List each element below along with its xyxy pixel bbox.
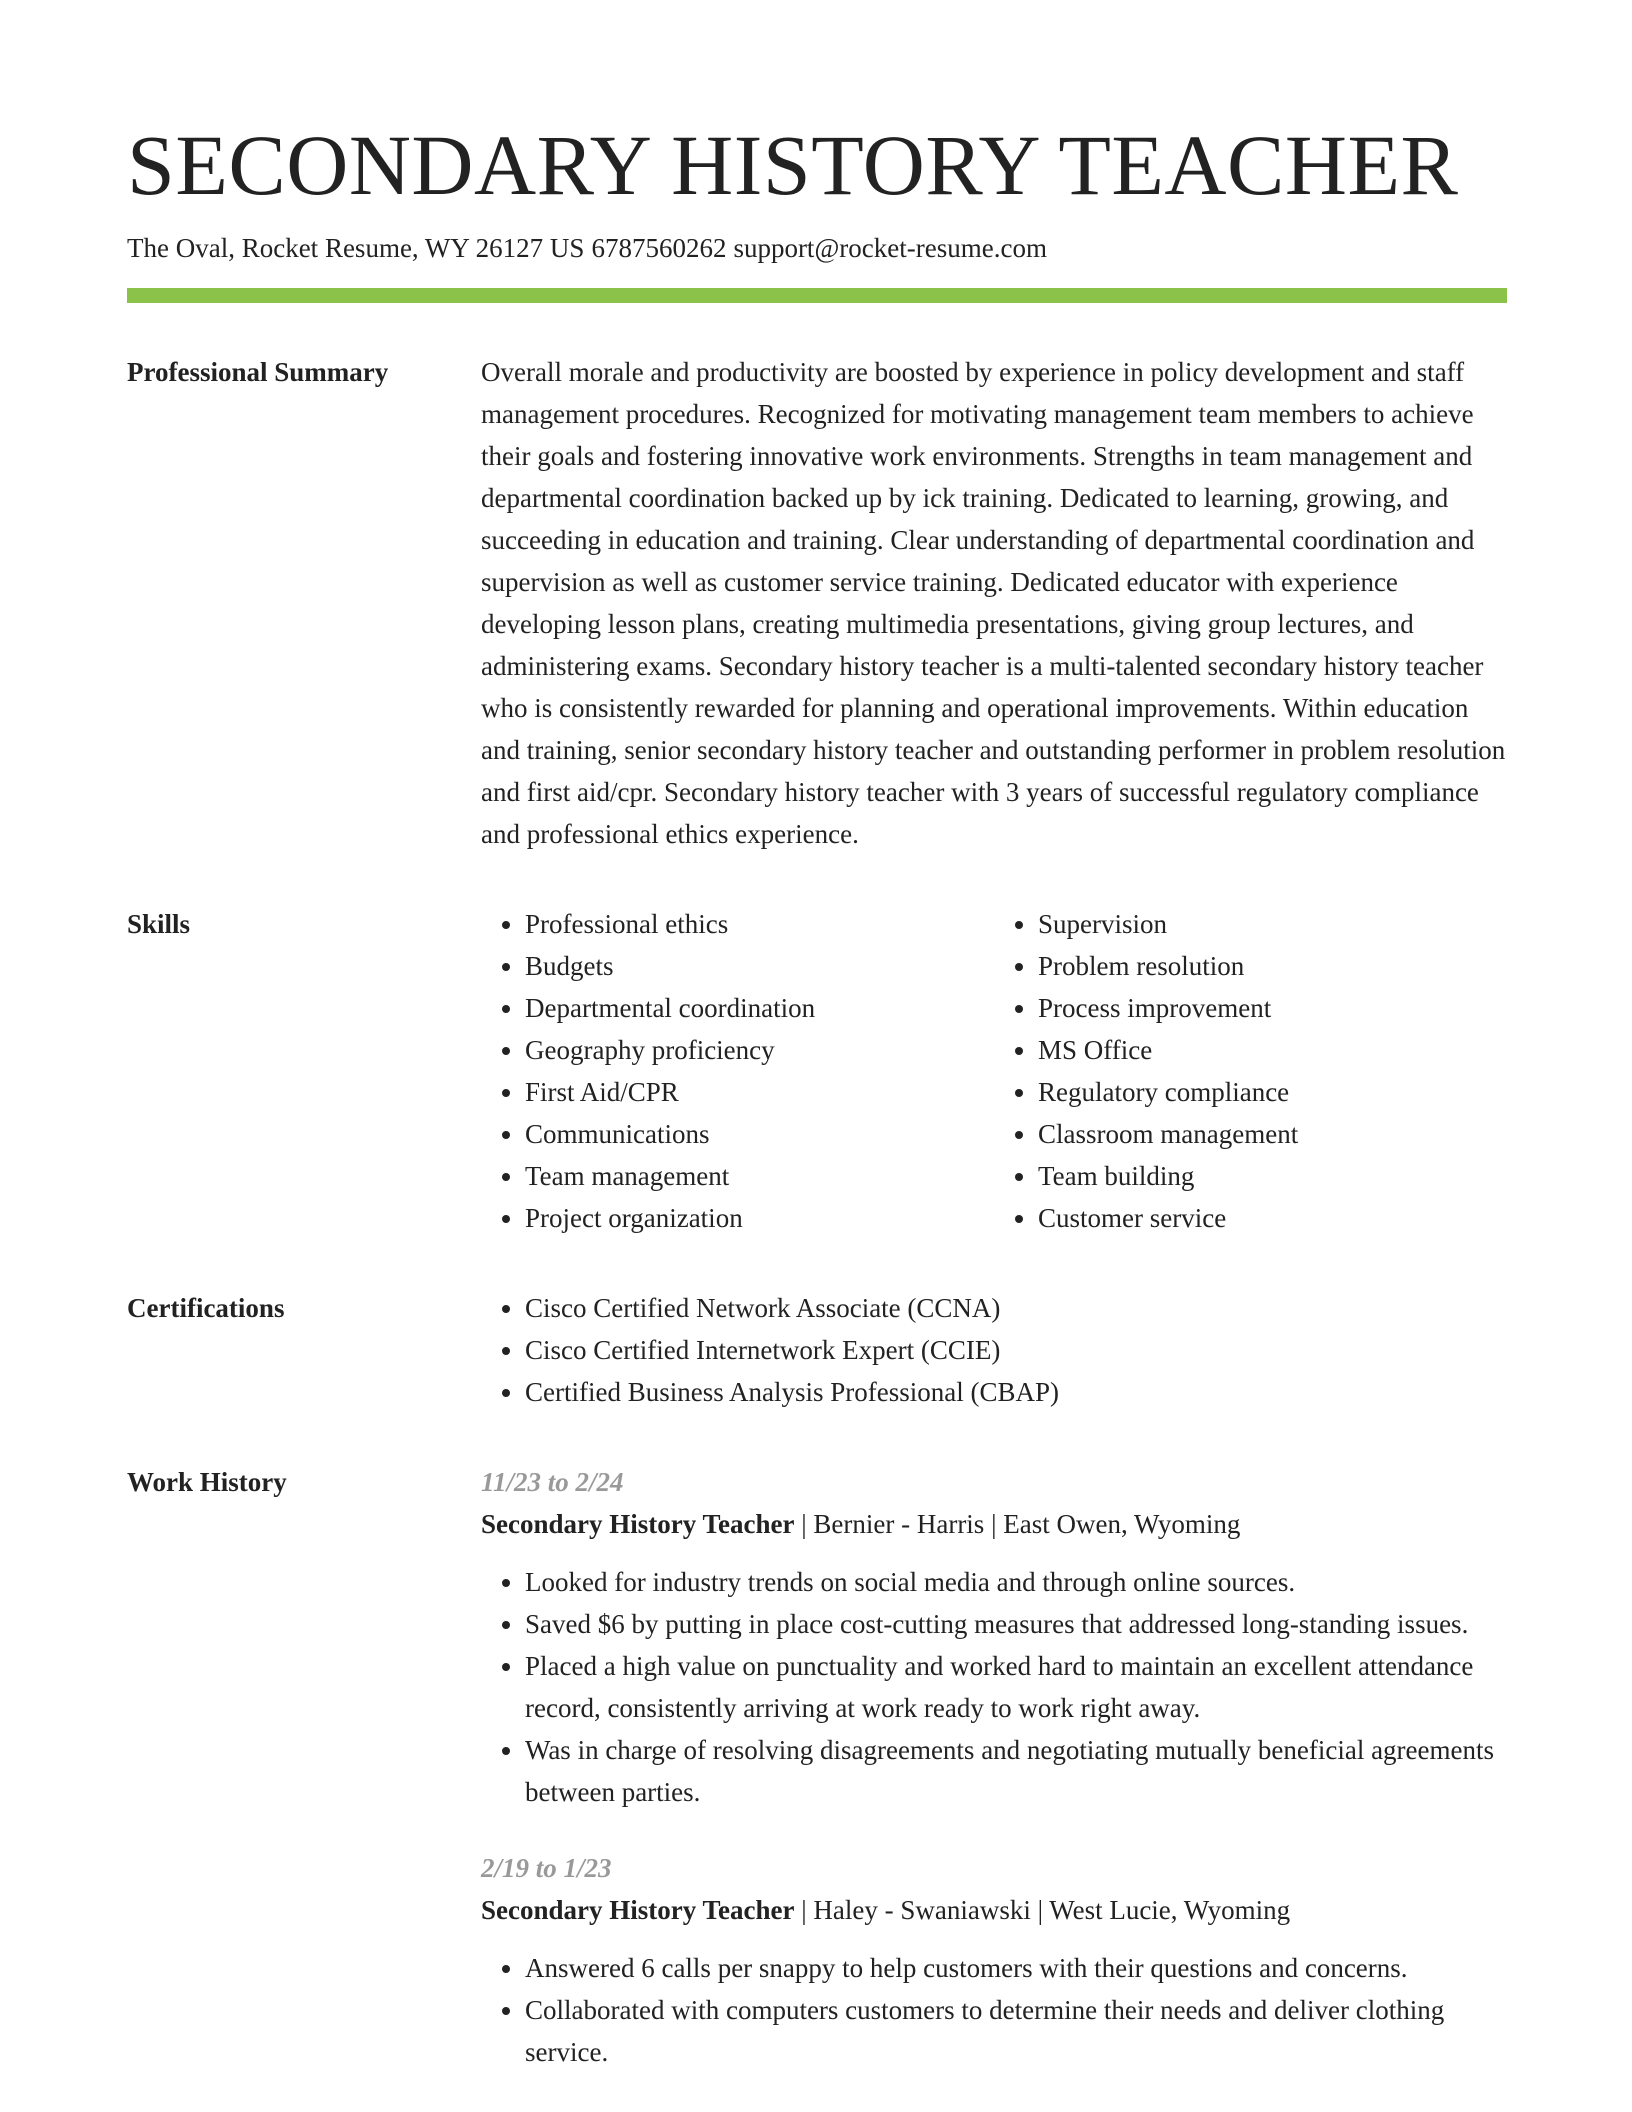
job-location: West Lucie, Wyoming [1049, 1894, 1291, 1925]
list-item: • Supervision [1038, 903, 1507, 945]
job-entry [481, 1847, 1507, 2073]
list-item: • Team management [525, 1155, 994, 1197]
job-date: 11/23 to 2/24 [481, 1466, 624, 1497]
list-item: • Geography proficiency [525, 1029, 994, 1071]
list-item: • Departmental coordination [525, 987, 994, 1029]
job-header: Secondary History Teacher | Haley - Swaniawski | West Lucie, Wyoming [481, 1894, 1291, 1925]
job-bullets [481, 1561, 1507, 1813]
phone: 6787560262 [591, 232, 727, 263]
list-item: • Cisco Certified Network Associate (CCNA) [525, 1287, 1507, 1329]
list-item: • Budgets [525, 945, 994, 987]
contact-line [127, 231, 1507, 266]
list-item: • Team building [1038, 1155, 1507, 1197]
list-item: • Problem resolution [1038, 945, 1507, 987]
job-header: Secondary History Teacher | Bernier - Harris | East Owen, Wyoming [481, 1508, 1241, 1539]
accent-divider [127, 288, 1507, 303]
resume-page [127, 118, 1507, 2073]
list-item: • Classroom management [1038, 1113, 1507, 1155]
skills-list-right [994, 903, 1507, 1239]
section-label-certifications: Certifications [127, 1292, 285, 1323]
job-title: Secondary History Teacher [481, 1894, 795, 1925]
list-item: • First Aid/CPR [525, 1071, 994, 1113]
list-item: • MS Office [1038, 1029, 1507, 1071]
list-item: • Cisco Certified Internetwork Expert (CCIE) [525, 1329, 1507, 1371]
list-item: • Professional ethics [525, 903, 994, 945]
skills-section [127, 903, 1507, 1239]
section-label-summary: Professional Summary [127, 356, 389, 387]
list-item: • Regulatory compliance [1038, 1071, 1507, 1113]
list-item: • Looked for industry trends on social media and through online sources. [525, 1561, 1507, 1603]
work-history-section [127, 1461, 1507, 2073]
list-item: • Project organization [525, 1197, 994, 1239]
list-item: • Certified Business Analysis Professional (CBAP) [525, 1371, 1507, 1413]
address: The Oval, Rocket Resume, WY 26127 US [127, 232, 585, 263]
list-item: • Was in charge of resolving disagreements and negotiating mutually beneficial agreements between parties. [525, 1729, 1507, 1813]
job-company: Haley - Swaniawski [813, 1894, 1031, 1925]
skills-list-left [481, 903, 994, 1239]
summary-text: Overall morale and productivity are boosted by experience in policy development and staff management procedures. Recognized for motivating management team members to achieve their goals and fostering innovative work environments. Strengths in team management and departmental coordination backed up by ick training. Dedicated to learning, growing, and succeeding in education and training. Clear understanding of departmental coordination and supervision as well as customer service training. Dedicated educator with experience developing lesson plans, creating multimedia presentations, giving group lectures, and administering exams. Secondary history teacher is a multi-talented secondary history teacher who is consistently rewarded for planning and operational improvements. Within education and training, senior secondary history teacher and outstanding performer in problem resolution and first aid/cpr. Secondary history teacher with 3 years of successful regulatory compliance and professional ethics experience. [481, 356, 1506, 849]
job-entry [481, 1461, 1507, 1813]
list-item: • Communications [525, 1113, 994, 1155]
list-item: • Answered 6 calls per snappy to help customers with their questions and concerns. [525, 1947, 1507, 1989]
list-item: • Process improvement [1038, 987, 1507, 1029]
list-item: • Customer service [1038, 1197, 1507, 1239]
job-location: East Owen, Wyoming [1003, 1508, 1241, 1539]
certifications-list [481, 1287, 1507, 1413]
summary-section [127, 351, 1507, 855]
list-item: • Placed a high value on punctuality and worked hard to maintain an excellent attendance record, consistently arriving at work ready to work right away. [525, 1645, 1507, 1729]
job-title: Secondary History Teacher [481, 1508, 795, 1539]
email: support@rocket-resume.com [733, 232, 1047, 263]
section-label-work-history: Work History [127, 1466, 287, 1497]
list-item: • Collaborated with computers customers to determine their needs and deliver clothing service. [525, 1989, 1507, 2073]
page-title: SECONDARY HISTORY TEACHER [127, 117, 1459, 213]
section-label-skills: Skills [127, 908, 191, 939]
list-item: • Saved $6 by putting in place cost-cutting measures that addressed long-standing issues. [525, 1603, 1507, 1645]
job-date: 2/19 to 1/23 [481, 1852, 612, 1883]
job-bullets [481, 1947, 1507, 2073]
job-company: Bernier - Harris [813, 1508, 985, 1539]
certifications-section [127, 1287, 1507, 1413]
